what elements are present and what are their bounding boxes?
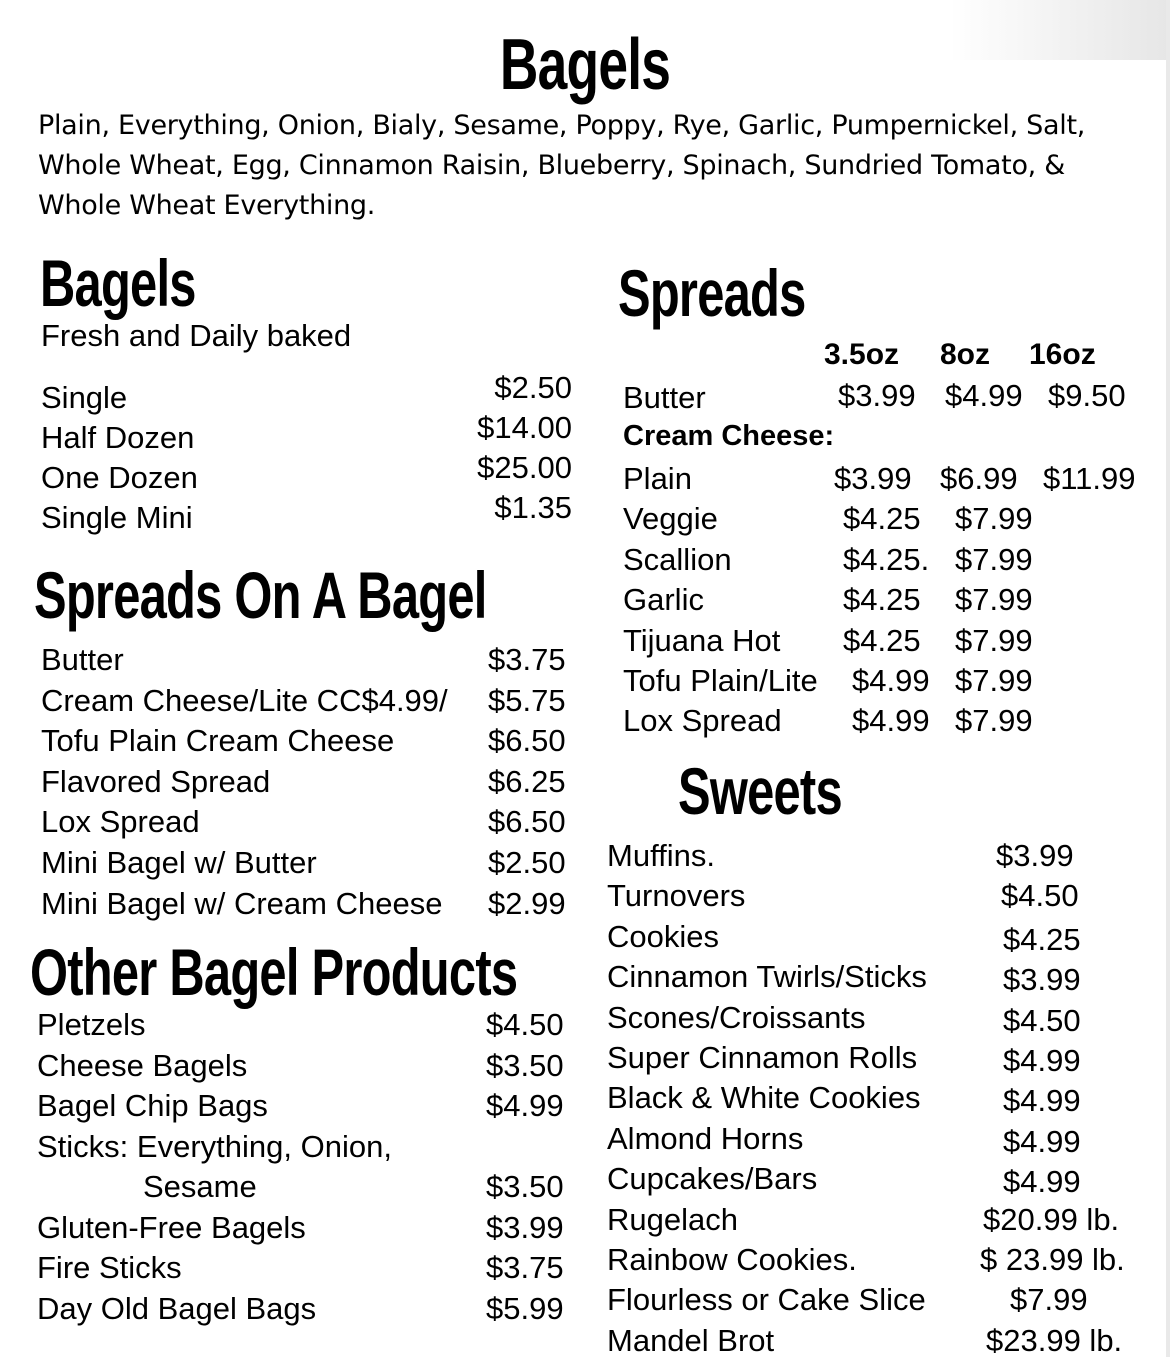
sweet-item-name: Turnovers (607, 878, 746, 914)
cream-cheese-name: Tofu Plain/Lite (623, 663, 818, 698)
bagel-item-name: Single (41, 380, 128, 415)
bagel-item-price: $14.00 (477, 410, 572, 445)
other-product-price: $4.99 (486, 1088, 564, 1123)
sweet-item-name: Rainbow Cookies. (607, 1242, 857, 1277)
spread-butter-price-medium: $4.99 (945, 378, 1023, 413)
other-product-name: Fire Sticks (37, 1250, 182, 1285)
flavor-list: Plain, Everything, Onion, Bialy, Sesame, Poppy, Rye, Garlic, Pumpernickel, Salt, Whole Wheat, Egg, Cinnamon Raisin, Blueberry, Spinach, Sundried Tomato, & Whole Wheat Everything. (38, 110, 1086, 221)
bagel-item-price: $2.50 (494, 370, 572, 405)
other-product-name: Sticks: Everything, Onion, (37, 1128, 392, 1164)
sweet-item-price: $4.99 (1003, 1083, 1081, 1119)
sweet-item-name: Black & White Cookies (607, 1080, 921, 1116)
other-product-price: $3.50 (486, 1047, 564, 1083)
sweet-item-price: $4.25 (1003, 921, 1081, 957)
cream-cheese-price: $4.25 (843, 622, 921, 658)
cream-cheese-name: Garlic (623, 582, 704, 618)
sweet-item-price: $20.99 lb. (983, 1201, 1120, 1237)
sweet-item-price: $4.99 (1003, 1123, 1081, 1159)
other-product-price: $5.99 (486, 1290, 564, 1326)
other-product-price: $4.50 (486, 1007, 564, 1042)
cream-cheese-price: $4.25 (843, 501, 921, 537)
sweet-item-price: $4.99 (1003, 1043, 1081, 1078)
cream-cheese-price: $7.99 (955, 501, 1033, 537)
cream-cheese-price: $7.99 (955, 663, 1033, 698)
bagels-subheading: Fresh and Daily baked (41, 318, 352, 353)
sweet-item-name: Super Cinnamon Rolls (607, 1040, 918, 1075)
size-header-8oz: 8oz (940, 338, 991, 371)
sweet-item-price: $4.50 (1001, 878, 1079, 914)
sweets-heading: Sweets (678, 754, 842, 828)
other-product-price: $3.99 (486, 1209, 564, 1245)
cream-cheese-price: $3.99 (834, 461, 912, 496)
other-product-name: Bagel Chip Bags (37, 1088, 268, 1123)
other-products-heading: Other Bagel Products (30, 935, 518, 1009)
bagel-item-name: Single Mini (41, 500, 193, 535)
spread-on-bagel-name: Mini Bagel w/ Cream Cheese (41, 885, 443, 921)
cream-cheese-price: $11.99 (1043, 461, 1136, 496)
page-title (0, 24, 1170, 106)
cream-cheese-price: $7.99 (955, 582, 1033, 618)
sweet-item-price: $3.99 (1003, 962, 1081, 998)
spread-butter-price-small: $3.99 (838, 378, 916, 413)
bagels-heading: Bagels (40, 246, 196, 320)
other-product-name: Gluten-Free Bagels (37, 1209, 306, 1245)
spread-on-bagel-price: $5.75 (488, 682, 566, 718)
cream-cheese-name: Veggie (623, 501, 718, 537)
spread-on-bagel-name: Cream Cheese/Lite CC$4.99/ (41, 682, 448, 718)
cream-cheese-name: Plain (623, 461, 692, 496)
size-header-3-5oz: 3.5oz (824, 338, 900, 371)
cream-cheese-price: $4.25. (843, 541, 930, 577)
sweet-item-name: Rugelach (607, 1201, 738, 1237)
cream-cheese-price: $4.25 (843, 582, 921, 618)
sweet-item-price: $4.50 (1003, 1002, 1081, 1038)
spread-on-bagel-price: $6.50 (488, 723, 566, 759)
sweet-item-name: Cookies (607, 918, 719, 954)
cream-cheese-price: $7.99 (955, 541, 1033, 577)
page-title-text: Bagels (499, 25, 671, 105)
cream-cheese-price: $4.99 (852, 663, 930, 698)
spread-on-bagel-price: $6.25 (488, 763, 566, 799)
bagel-item-price: $1.35 (494, 490, 572, 525)
sweet-item-name: Cinnamon Twirls/Sticks (607, 959, 927, 995)
other-product-name: Sesame (143, 1169, 257, 1204)
cream-cheese-name: Lox Spread (623, 703, 782, 739)
sweet-item-price: $ 23.99 lb. (980, 1242, 1125, 1277)
spread-butter-price-large: $9.50 (1048, 378, 1126, 413)
sweet-item-price: $4.99 (1003, 1164, 1081, 1200)
bagel-item-name: Half Dozen (41, 420, 195, 455)
spread-on-bagel-price: $6.50 (488, 804, 566, 840)
sweet-item-price: $7.99 (1010, 1282, 1088, 1318)
spread-on-bagel-name: Flavored Spread (41, 763, 271, 799)
sweet-item-price: $3.99 (996, 838, 1074, 873)
cream-cheese-price: $4.99 (852, 703, 930, 739)
spread-on-bagel-price: $2.50 (488, 845, 566, 880)
spreads-heading: Spreads (618, 256, 806, 330)
spread-on-bagel-name: Lox Spread (41, 804, 200, 840)
sweet-item-name: Flourless or Cake Slice (607, 1282, 926, 1318)
sweet-item-name: Muffins. (607, 838, 715, 873)
sweet-item-name: Mandel Brot (607, 1322, 775, 1358)
cream-cheese-label: Cream Cheese: (623, 420, 835, 452)
page-edge (1166, 0, 1170, 1357)
spread-butter-name: Butter (623, 380, 706, 415)
cream-cheese-price: $7.99 (955, 622, 1033, 658)
spread-on-bagel-price: $2.99 (488, 885, 566, 921)
other-product-price: $3.75 (486, 1250, 564, 1285)
spread-on-bagel-name: Butter (41, 642, 124, 677)
cream-cheese-price: $6.99 (940, 461, 1018, 496)
other-product-name: Cheese Bagels (37, 1047, 248, 1083)
sweet-item-name: Cupcakes/Bars (607, 1161, 818, 1197)
sweet-item-name: Scones/Croissants (607, 999, 866, 1035)
sweet-item-price: $23.99 lb. (986, 1322, 1123, 1358)
bagel-item-price: $25.00 (477, 450, 572, 485)
bagel-item-name: One Dozen (41, 460, 198, 495)
spread-on-bagel-name: Tofu Plain Cream Cheese (41, 723, 395, 759)
other-product-price: $3.50 (486, 1169, 564, 1204)
cream-cheese-price: $7.99 (955, 703, 1033, 739)
cream-cheese-name: Scallion (623, 541, 732, 577)
spread-on-bagel-price: $3.75 (488, 642, 566, 677)
other-product-name: Day Old Bagel Bags (37, 1290, 317, 1326)
spread-on-bagel-name: Mini Bagel w/ Butter (41, 845, 317, 880)
spreads-on-bagel-heading: Spreads On A Bagel (34, 558, 487, 632)
other-product-name: Pletzels (37, 1007, 146, 1042)
cream-cheese-name: Tijuana Hot (623, 622, 781, 658)
size-header-16oz: 16oz (1029, 338, 1096, 371)
sweet-item-name: Almond Horns (607, 1120, 804, 1156)
